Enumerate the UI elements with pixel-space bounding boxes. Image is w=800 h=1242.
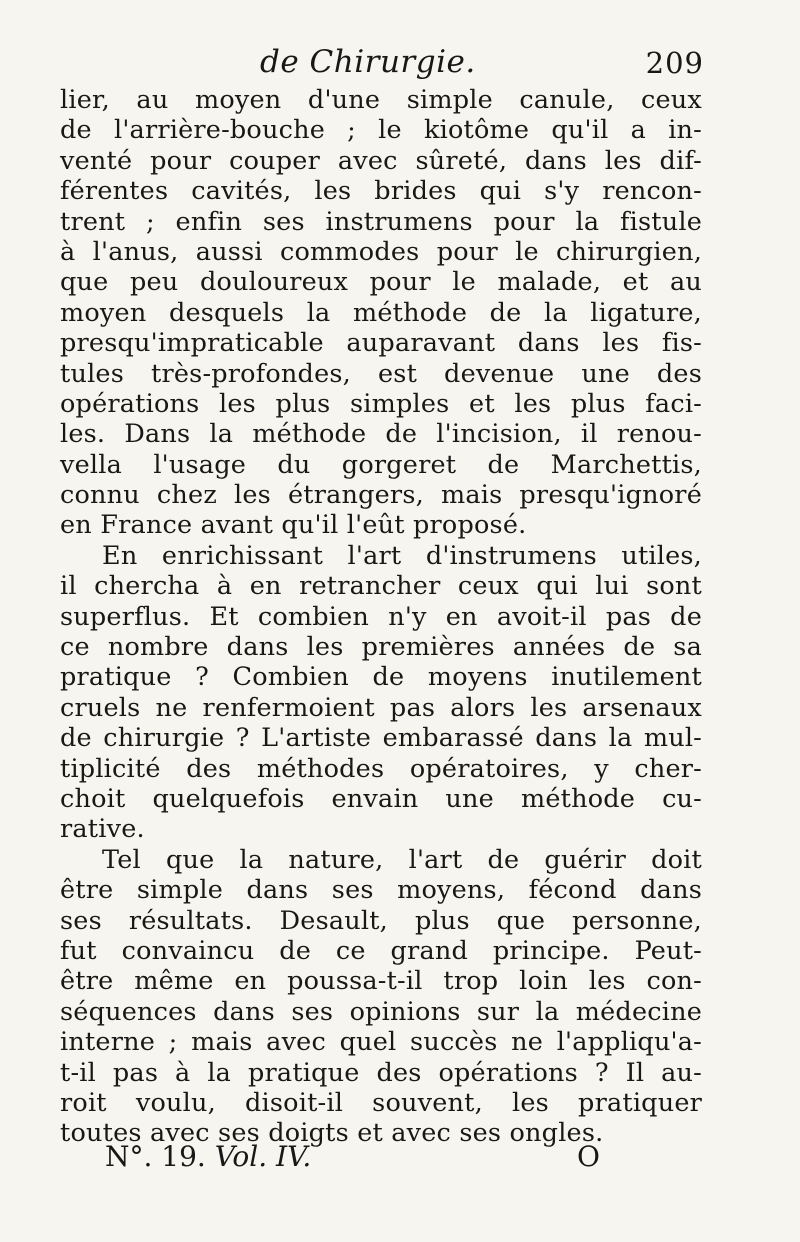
- text-line: ce nombre dans les premières années de sa: [60, 632, 702, 663]
- signature-number: N°. 19.: [105, 1140, 206, 1173]
- text-line: opérations les plus simples et les plus faci-: [60, 388, 702, 419]
- paragraph-start-line: En enrichissant l'art d'instrumens utiles,: [102, 540, 702, 571]
- text-line: les. Dans la méthode de l'incision, il renou-: [60, 419, 702, 450]
- paragraph-end-line: en France avant qu'il l'eût proposé.: [60, 510, 527, 541]
- page-footer: [105, 1140, 605, 1180]
- text-line: être simple dans ses moyens, fécond dans: [60, 875, 702, 906]
- text-line: pratique ? Combien de moyens inutilement: [60, 662, 702, 693]
- signature-volume: Vol. IV.: [214, 1140, 312, 1173]
- text-line: choit quelquefois envain une méthode cu-: [60, 783, 702, 814]
- text-line: trent ; enfin ses instrumens pour la fistule: [60, 206, 702, 237]
- text-line: séquences dans ses opinions sur la médecine: [60, 996, 702, 1027]
- text-line: de l'arrière-bouche ; le kiotôme qu'il a in-: [60, 115, 702, 146]
- text-line: tules très-profondes, est devenue une des: [60, 358, 702, 389]
- text-line: presqu'impraticable auparavant dans les fis-: [60, 328, 702, 359]
- text-line: superflus. Et combien n'y en avoit-il pas de: [60, 601, 702, 632]
- text-line: vella l'usage du gorgeret de Marchettis,: [60, 449, 702, 480]
- text-line: il chercha à en retrancher ceux qui lui sont: [60, 571, 702, 602]
- text-line: de chirurgie ? L'artiste embarassé dans la mul-: [60, 723, 702, 754]
- text-line: tiplicité des méthodes opératoires, y cher-: [60, 753, 702, 784]
- text-line: ses résultats. Desault, plus que personne,: [60, 905, 702, 936]
- text-line: t-il pas à la pratique des opérations ? Il au-: [60, 1057, 702, 1088]
- signature-mark: [105, 1140, 311, 1173]
- paragraph-end-line: rative.: [60, 814, 145, 845]
- text-line: que peu douloureux pour le malade, et au: [60, 267, 702, 298]
- text-line: à l'anus, aussi commodes pour le chirurgien,: [60, 236, 702, 267]
- text-line: interne ; mais avec quel succès ne l'appliqu'a-: [60, 1027, 702, 1058]
- text-line: moyen desquels la méthode de la ligature,: [60, 297, 702, 328]
- text-line: cruels ne renfermoient pas alors les arsenaux: [60, 692, 702, 723]
- text-line: venté pour couper avec sûreté, dans les dif-: [60, 145, 702, 176]
- text-line: lier, au moyen d'une simple canule, ceux: [60, 85, 702, 115]
- body-text: [60, 85, 702, 1149]
- page-number: 209: [645, 46, 704, 80]
- text-line: férentes cavités, les brides qui s'y rencon-: [60, 176, 702, 207]
- running-head: de Chirurgie.: [260, 44, 476, 80]
- text-line: roit voulu, disoit-il souvent, les pratiquer: [60, 1087, 702, 1118]
- gathering-mark: O: [577, 1140, 600, 1173]
- text-line: toutes avec ses doigts et avec ses ongles.: [60, 1118, 604, 1149]
- text-line: être même en poussa-t-il trop loin les con-: [60, 966, 702, 997]
- text-line: connu chez les étrangers, mais presqu'ignoré: [60, 480, 702, 511]
- text-line: fut convaincu de ce grand principe. Peut-: [60, 935, 702, 966]
- paragraph-start-line: Tel que la nature, l'art de guérir doit: [102, 844, 702, 875]
- page-header: [62, 44, 704, 90]
